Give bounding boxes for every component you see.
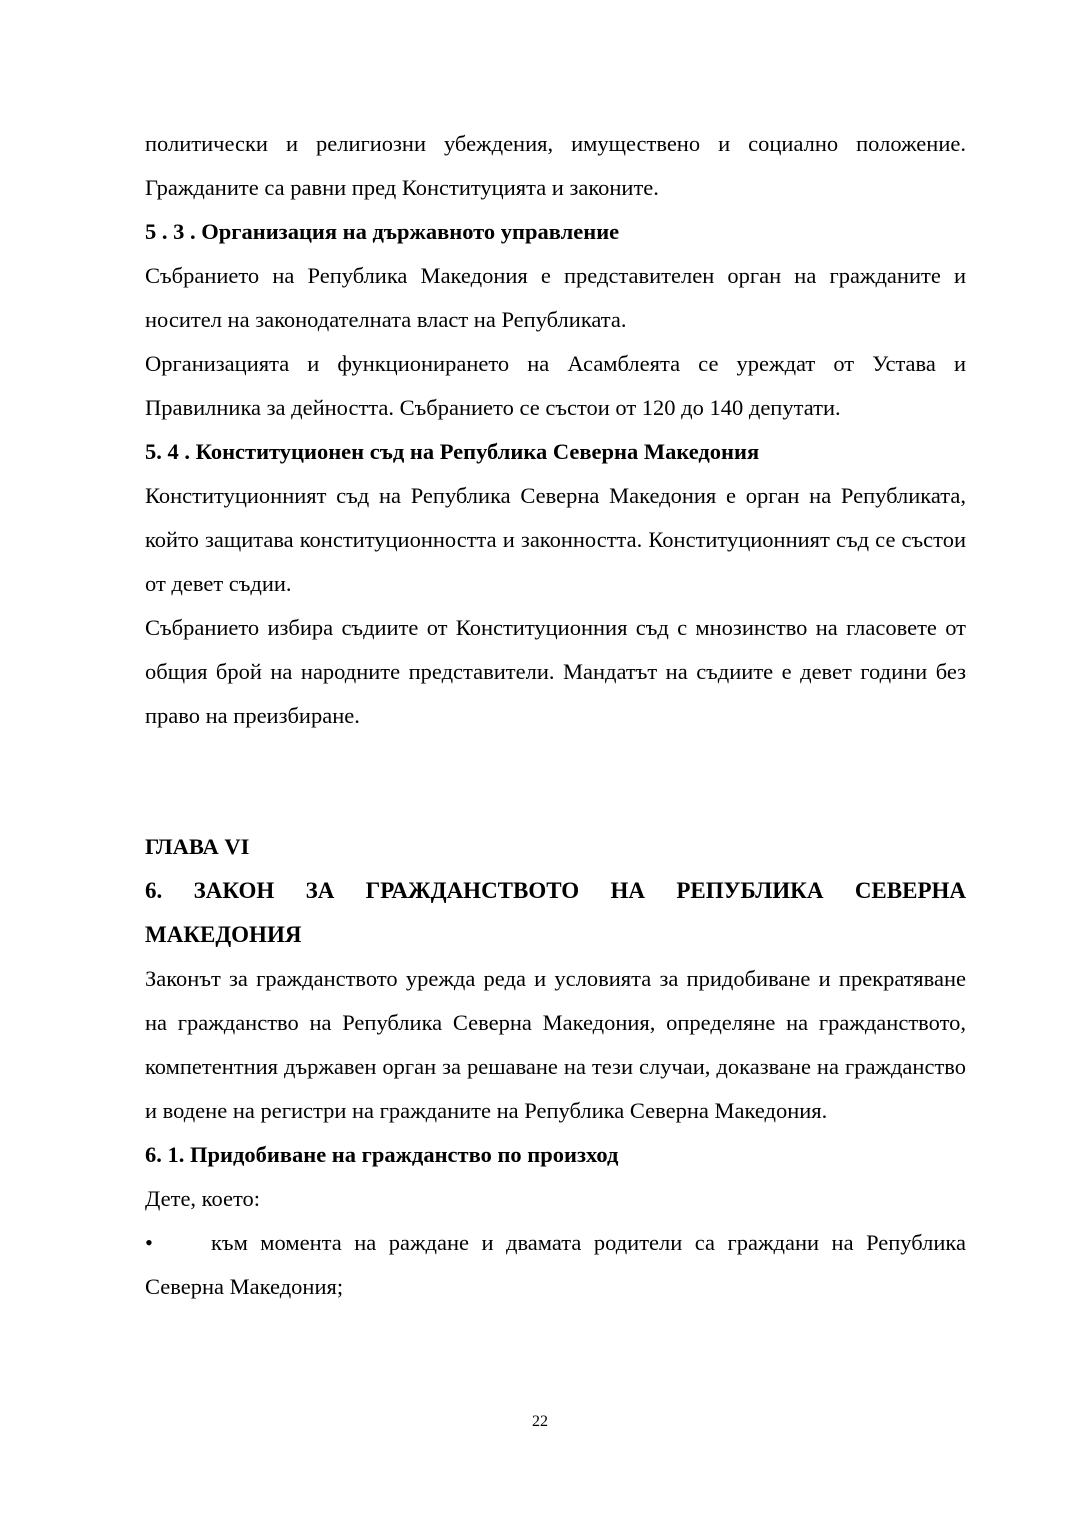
section-heading: 5 . 3 . Организация на държавното управление — [145, 219, 620, 244]
bullet-item — [145, 1221, 966, 1309]
bullet-icon: • — [145, 1230, 153, 1255]
body-paragraph: Организацията и функционирането на Асамблеята се уреждат от Устава и Правилника за дейността. Събранието се състои от 120 до 140 депутати. — [145, 351, 966, 420]
section-heading: 6. 1. Придобиване на гражданство по произход — [145, 1142, 619, 1167]
body-paragraph: Конституционният съд на Република Северна Македония е орган на Републиката, който защитава конституционността и законността. Конституционният съд се състои от девет съдии. — [145, 483, 966, 596]
chapter-label: ГЛАВА VI — [145, 834, 250, 859]
document-page — [145, 122, 966, 1309]
body-paragraph: Събранието на Република Македония е представителен орган на гражданите и носител на законодателната власт на Републиката. — [145, 263, 966, 332]
spacer — [145, 738, 966, 825]
page-number: 22 — [532, 1413, 548, 1430]
bullet-text: към момента на раждане и двамата родители са граждани на Република Северна Македония; — [145, 1230, 966, 1299]
body-paragraph: Законът за гражданството урежда реда и условията за придобиване и прекратяване на гражданство на Република Северна Македония, определяне на гражданството, компетентния държавен орган за решаване на тези случаи, доказване на гражданство и водене на регистри на гражданите на Република Северна Македония. — [145, 966, 966, 1123]
section-heading: 5. 4 . Конституционен съд на Република Северна Македония — [145, 439, 760, 464]
body-paragraph: Дете, което: — [145, 1186, 261, 1211]
body-paragraph: политически и религиозни убеждения, имуществено и социално положение. Гражданите са равни пред Конституцията и законите. — [145, 131, 966, 200]
chapter-title: 6. ЗАКОН ЗА ГРАЖДАНСТВОТО НА РЕПУБЛИКА СЕВЕРНА МАКЕДОНИЯ — [145, 878, 966, 947]
body-paragraph: Събранието избира съдиите от Конституционния съд с мнозинство на гласовете от общия брой на народните представители. Мандатът на съдиите е девет години без право на преизбиране. — [145, 615, 966, 728]
